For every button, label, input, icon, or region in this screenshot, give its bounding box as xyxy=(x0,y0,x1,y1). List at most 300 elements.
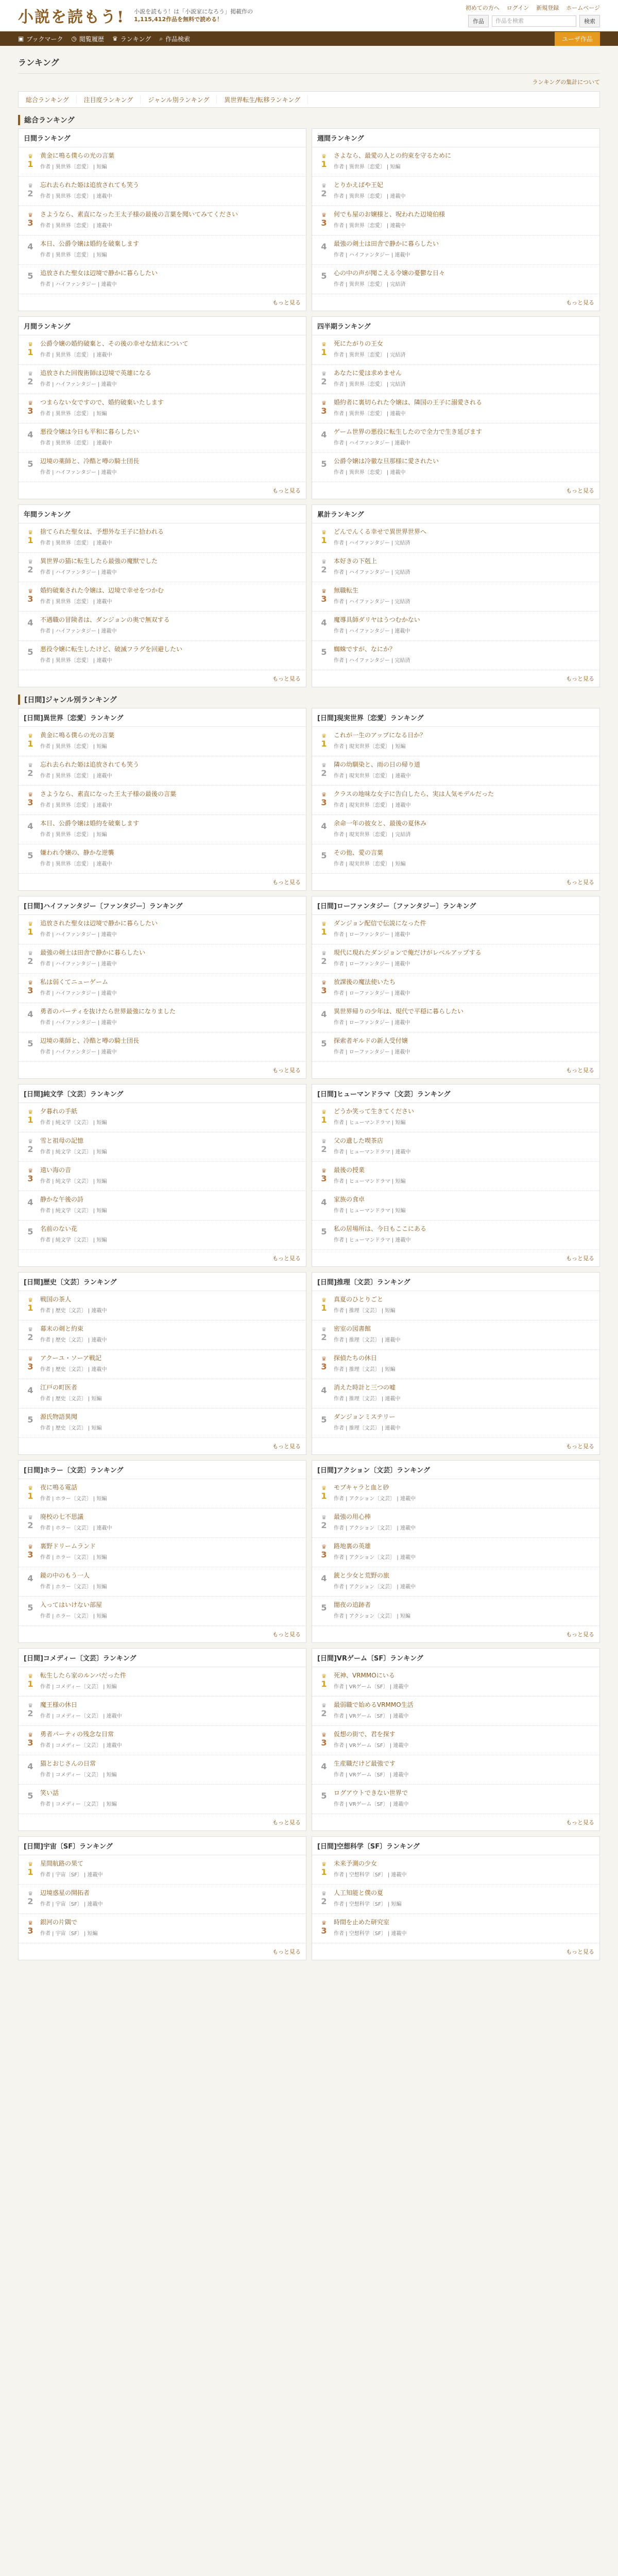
ranking-item xyxy=(312,1291,599,1320)
rank-value: 4 xyxy=(321,1385,327,1395)
work-title-link[interactable]: 鏡の中のもう一人 xyxy=(40,1572,90,1579)
work-title-link[interactable]: 遠い海の音 xyxy=(40,1166,72,1174)
work-title-link[interactable]: さよなら、最愛の人との約束を守るために xyxy=(334,152,452,159)
work-title-link[interactable]: 放課後の魔法使いたち xyxy=(334,978,396,986)
work-title-link[interactable]: 戦国の茶人 xyxy=(40,1296,72,1303)
work-title-link[interactable]: 異世界の猫に転生したら最強の魔獣でした xyxy=(40,557,158,565)
ranking-box-title: [日間]純文学〔文芸〕ランキング xyxy=(19,1084,306,1103)
link-home[interactable]: ホームページ xyxy=(566,5,600,11)
rank-value: 3 xyxy=(321,1362,327,1371)
rank-value: 1 xyxy=(321,159,327,169)
work-title-link[interactable]: 父の遺した喫茶店 xyxy=(334,1137,384,1144)
crown-icon: ♛ xyxy=(28,1138,33,1145)
rank-number xyxy=(317,210,331,231)
ranking-item-body xyxy=(37,369,301,389)
crown-icon: ♛ xyxy=(321,341,327,348)
work-title-link[interactable]: 捨てられた聖女は、予想外な王子に拾われる xyxy=(40,528,164,535)
user-works-button[interactable]: ユーザ作品 xyxy=(555,32,600,46)
work-title-link[interactable]: 公爵令嬢は冷徹な旦那様に愛されたい xyxy=(334,457,439,465)
work-meta: 作者 | VRゲーム〔SF〕 | 連載中 xyxy=(334,1743,409,1749)
ranking-item-body xyxy=(37,1730,301,1751)
work-title-link[interactable]: 銃と少女と荒野の旅 xyxy=(334,1572,390,1579)
work-title-link[interactable]: 婚約者に裏切られた令嬢は、隣国の王子に溺愛される xyxy=(334,399,483,406)
work-title-link[interactable]: これが一生のアップになる日か？ xyxy=(334,732,426,739)
work-title-link[interactable]: 忘れ去られた姫は追放されても笑う xyxy=(40,181,140,189)
work-title-link[interactable]: クラスの地味な女子に告白したら、実は人気モデルだった xyxy=(334,790,494,798)
crown-icon: ♛ xyxy=(321,1544,327,1550)
rank-value: 5 xyxy=(27,459,33,469)
work-title-link[interactable]: 名前のない花 xyxy=(40,1225,78,1232)
ranking-item xyxy=(312,335,599,365)
ranking-item xyxy=(312,1538,599,1567)
rank-value: 2 xyxy=(321,189,327,198)
work-title-link[interactable]: 本日、公爵令嬢は婚約を破棄します xyxy=(40,240,140,247)
rank-number xyxy=(24,1007,37,1028)
work-title-link[interactable]: さようなら、素直になった王太子様の最後の言葉を聞いてみてください xyxy=(40,211,238,218)
work-meta: 作者 | 異世界〔恋愛〕 | 連載中 xyxy=(334,411,406,417)
rank-value: 4 xyxy=(27,430,33,439)
rank-value: 1 xyxy=(27,1303,33,1313)
rank-value: 1 xyxy=(27,1115,33,1125)
work-title-link[interactable]: 悪役令嬢は今日も平和に暮らしたい xyxy=(40,428,140,435)
work-title-link[interactable]: モブキャラと血と砂 xyxy=(334,1484,389,1491)
rank-number xyxy=(24,457,37,478)
work-title-link[interactable]: 私の居場所は、今日もここにある xyxy=(334,1225,427,1232)
site-header xyxy=(0,0,618,31)
rank-value: 5 xyxy=(321,647,327,657)
work-title-link[interactable]: 探偵たちの休日 xyxy=(334,1354,377,1362)
work-meta: 作者 | 異世界〔恋愛〕 | 完結済 xyxy=(334,282,406,287)
work-meta: 作者 | 異世界〔恋愛〕 | 短編 xyxy=(40,744,107,750)
work-title-link[interactable]: 何でも屋のお嬢様と、呪われた辺境伯様 xyxy=(334,211,445,218)
search-type-select[interactable]: 作品 xyxy=(468,15,489,27)
work-title-link[interactable]: 魔王様の休日 xyxy=(40,1701,78,1708)
crown-icon: ♛ xyxy=(28,1355,33,1362)
rank-number xyxy=(24,1859,37,1880)
work-title-link[interactable]: つまらない女ですので、婚約破棄いたします xyxy=(40,399,164,406)
work-title-link[interactable]: 最後の授業 xyxy=(334,1166,365,1174)
work-title-link[interactable]: 余命一年の彼女と、最後の夏休み xyxy=(334,820,427,827)
crown-icon: ♛ xyxy=(321,1297,327,1303)
ranking-item-body xyxy=(37,528,301,548)
rank-value: 2 xyxy=(321,1896,327,1906)
work-title-link[interactable]: 路地裏の英雄 xyxy=(334,1543,371,1550)
rank-value: 2 xyxy=(321,565,327,574)
rank-value: 1 xyxy=(27,159,33,169)
nav-bookmark-label: ブックマーク xyxy=(26,35,63,43)
ranking-item xyxy=(19,394,306,423)
work-meta: 作者 | アクション〔文芸〕 | 連載中 xyxy=(334,1555,416,1561)
ranking-item-body xyxy=(331,1037,594,1057)
tab-attention[interactable]: 注目度ランキング xyxy=(77,95,141,104)
crown-icon: ♛ xyxy=(321,400,327,406)
more-link[interactable]: もっと見る xyxy=(566,1067,594,1074)
work-meta: 作者 | 純文学〔文芸〕 | 短編 xyxy=(40,1149,107,1155)
crown-icon: ♛ xyxy=(321,1109,327,1115)
work-title-link[interactable]: 死神、VRMMOにいる xyxy=(334,1672,395,1679)
tab-overall[interactable]: 総合ランキング xyxy=(19,95,77,104)
ranking-box xyxy=(312,316,600,499)
nav-ranking[interactable] xyxy=(112,35,159,43)
rank-value: 1 xyxy=(321,1491,327,1501)
rank-value: 5 xyxy=(321,1039,327,1048)
ranking-box-title: 週間ランキング xyxy=(312,129,599,147)
work-title-link[interactable]: 最強の剣士は田舎で静かに暮らしたい xyxy=(40,949,146,956)
rank-number xyxy=(24,1789,37,1809)
rank-value: 2 xyxy=(321,1144,327,1154)
more-link[interactable]: もっと見る xyxy=(566,879,594,886)
work-title-link[interactable]: 入ってはいけない部屋 xyxy=(40,1601,102,1608)
rank-value: 1 xyxy=(321,1867,327,1877)
ranking-item xyxy=(312,1914,599,1943)
ranking-item-body xyxy=(331,978,594,998)
link-guide[interactable]: 初めての方へ xyxy=(465,5,500,11)
rank-value: 3 xyxy=(27,1550,33,1560)
crown-icon: ♛ xyxy=(28,1890,33,1897)
work-title-link[interactable]: 本日、公爵令嬢は婚約を破棄します xyxy=(40,820,140,827)
tab-isekai[interactable]: 異世界転生/転移ランキング xyxy=(217,95,308,104)
rank-value: 2 xyxy=(27,956,33,966)
work-title-link[interactable]: さようなら、素直になった王太子様の最後の言葉 xyxy=(40,790,177,798)
work-title-link[interactable]: 公爵令嬢の婚約破棄と、その後の幸せな結末について xyxy=(40,340,188,347)
ranking-item-body xyxy=(37,1354,301,1375)
work-title-link[interactable]: 笑い話 xyxy=(40,1789,59,1797)
work-meta: 作者 | ホラー〔文芸〕 | 連載中 xyxy=(40,1526,112,1531)
crown-icon: ♛ xyxy=(321,979,327,986)
link-login[interactable]: ログイン xyxy=(506,5,529,11)
crown-icon: ♛ xyxy=(321,1514,327,1521)
rank-number xyxy=(317,240,331,260)
rank-value: 2 xyxy=(27,1144,33,1154)
rank-value: 3 xyxy=(27,1362,33,1371)
work-title-link[interactable]: 夕暮れの手紙 xyxy=(40,1108,78,1115)
rank-number xyxy=(317,528,331,548)
rank-number xyxy=(24,398,37,419)
work-title-link[interactable]: 猫とおじさんの日常 xyxy=(40,1760,96,1767)
ranking-item-body xyxy=(331,919,594,940)
ranking-item-body xyxy=(331,1571,594,1592)
more-link[interactable]: もっと見る xyxy=(272,1948,301,1955)
rank-number xyxy=(24,1037,37,1057)
more-link[interactable]: もっと見る xyxy=(566,1819,594,1826)
ranking-item xyxy=(19,206,306,235)
tab-genre[interactable]: ジャンル別ランキング xyxy=(141,95,217,104)
ranking-item-body xyxy=(331,1225,594,1245)
more-link[interactable]: もっと見る xyxy=(272,1819,301,1826)
ranking-item xyxy=(312,944,599,974)
work-title-link[interactable]: 静かな午後の詩 xyxy=(40,1196,84,1203)
work-title-link[interactable]: 銀河の片隅で xyxy=(40,1919,78,1926)
ranking-item xyxy=(19,335,306,365)
rank-number xyxy=(24,978,37,998)
ranking-item-body xyxy=(37,1383,301,1404)
work-title-link[interactable]: ダンジョン配信で伝説になった件 xyxy=(334,920,426,927)
work-title-link[interactable]: 源氏物語異聞 xyxy=(40,1413,78,1420)
work-title-link[interactable]: 婚約破棄された令嬢は、辺境で幸せをつかむ xyxy=(40,587,164,594)
ranking-box xyxy=(18,504,306,687)
ranking-item xyxy=(312,1132,599,1162)
work-title-link[interactable]: 家族の食卓 xyxy=(334,1196,365,1203)
ranking-item-body xyxy=(37,1166,301,1187)
work-title-link[interactable]: 最強の剣士は田舎で静かに暮らしたい xyxy=(334,240,439,247)
ranking-item-body xyxy=(37,240,301,260)
work-title-link[interactable]: どんでんくる幸せで異世界世界へ xyxy=(334,528,427,535)
rank-number xyxy=(317,1759,331,1780)
work-title-link[interactable]: 辺境の薬師と、冷酷と噂の騎士団長 xyxy=(40,1037,140,1044)
more-link[interactable]: もっと見る xyxy=(272,1631,301,1638)
search-input[interactable]: 作品を検索 xyxy=(492,15,576,27)
ranking-item-body xyxy=(331,457,594,478)
rank-number xyxy=(317,181,331,201)
work-title-link[interactable]: 消えた時計と三つの嘘 xyxy=(334,1384,396,1391)
work-title-link[interactable]: 星間航路の果て xyxy=(40,1860,84,1867)
work-title-link[interactable]: とりかえばや王妃 xyxy=(334,181,384,189)
ranking-item xyxy=(312,1162,599,1191)
work-title-link[interactable]: 真夏のひとりごと xyxy=(334,1296,384,1303)
work-title-link[interactable]: 密室の図書館 xyxy=(334,1325,371,1332)
more-link[interactable]: もっと見る xyxy=(566,487,594,494)
about-ranking-link[interactable]: ランキングの集計について xyxy=(532,79,600,86)
work-title-link[interactable]: 隣の幼馴染と、雨の日の帰り道 xyxy=(334,761,421,768)
work-title-link[interactable]: 黄金に鳴る僕らの光の言葉 xyxy=(40,732,115,739)
more-link[interactable]: もっと見る xyxy=(566,675,594,682)
rank-value: 3 xyxy=(27,218,33,228)
more-link[interactable]: もっと見る xyxy=(272,1443,301,1450)
work-meta: 作者 | ローファンタジー | 連載中 xyxy=(334,991,410,996)
rank-value: 4 xyxy=(321,1197,327,1207)
rank-number xyxy=(317,1195,331,1216)
rank-value: 4 xyxy=(27,1385,33,1395)
ranking-sections xyxy=(18,115,600,1960)
ranking-item xyxy=(19,177,306,206)
rank-value: 2 xyxy=(321,1708,327,1718)
rank-number xyxy=(317,849,331,869)
work-title-link[interactable]: ログアウトできない世界で xyxy=(334,1789,408,1797)
work-title-link[interactable]: 仮想の街で、君を探す xyxy=(334,1731,396,1738)
rank-value: 1 xyxy=(27,535,33,545)
work-title-link[interactable]: 未来予測の少女 xyxy=(334,1860,377,1867)
work-title-link[interactable]: あなたに愛は求めません xyxy=(334,369,402,377)
crown-icon: ♛ xyxy=(321,529,327,536)
nav-ranking-label: ランキング xyxy=(120,35,151,43)
work-meta: 作者 | 宇宙〔SF〕 | 連載中 xyxy=(40,1902,103,1907)
rank-number xyxy=(24,1383,37,1404)
work-title-link[interactable]: どうか笑って生きてください xyxy=(334,1108,415,1115)
work-meta: 作者 | ハイファンタジー | 連載中 xyxy=(40,282,117,287)
ranking-item xyxy=(19,1132,306,1162)
ranking-box-title: [日間]現実世界〔恋愛〕ランキング xyxy=(312,708,599,727)
ranking-item-body xyxy=(331,240,594,260)
work-meta: 作者 | ヒューマンドラマ | 短編 xyxy=(334,1120,406,1126)
work-title-link[interactable]: 現代に現れたダンジョンで俺だけがレベルアップする xyxy=(334,949,482,956)
ranking-item xyxy=(312,786,599,815)
rank-number xyxy=(24,428,37,448)
work-title-link[interactable]: その他、愛の言葉 xyxy=(334,849,384,856)
work-meta: 作者 | 異世界〔恋愛〕 | 連載中 xyxy=(40,773,112,779)
ranking-item xyxy=(19,523,306,553)
work-title-link[interactable]: ダンジョンミステリー xyxy=(334,1413,396,1420)
rank-number xyxy=(317,1701,331,1721)
search-button[interactable]: 検索 xyxy=(579,15,600,27)
ranking-item-body xyxy=(37,1889,301,1909)
work-title-link[interactable]: 辺境惑星の開拓者 xyxy=(40,1889,90,1896)
work-meta: 作者 | ホラー〔文芸〕 | 短編 xyxy=(40,1614,107,1619)
work-title-link[interactable]: 転生したら家のルンバだった件 xyxy=(40,1672,126,1679)
work-title-link[interactable]: 廃校の七不思議 xyxy=(40,1513,84,1520)
work-meta: 作者 | 異世界〔恋愛〕 | 連載中 xyxy=(40,540,112,546)
work-title-link[interactable]: 蜘蛛ですが、なにか？ xyxy=(334,646,396,653)
work-meta: 作者 | ローファンタジー | 連載中 xyxy=(334,932,410,938)
rank-number xyxy=(317,948,331,969)
nav-bookmark[interactable] xyxy=(18,35,72,43)
work-meta: 作者 | ハイファンタジー | 連載中 xyxy=(40,570,117,575)
nav-search[interactable] xyxy=(159,35,198,43)
rank-value: 3 xyxy=(27,594,33,604)
ranking-item-body xyxy=(37,1542,301,1563)
more-link[interactable]: もっと見る xyxy=(272,879,301,886)
ranking-item xyxy=(312,1479,599,1509)
work-meta: 作者 | ローファンタジー | 連載中 xyxy=(334,961,410,967)
more-link[interactable]: もっと見る xyxy=(566,1255,594,1262)
rank-value: 3 xyxy=(321,594,327,604)
work-title-link[interactable]: 追放された聖女は辺境で静かに暮らしたい xyxy=(40,920,158,927)
rank-value: 4 xyxy=(321,821,327,831)
work-title-link[interactable]: 追放された聖女は辺境で静かに暮らしたい xyxy=(40,269,158,277)
rank-value: 4 xyxy=(321,1761,327,1771)
more-link[interactable]: もっと見る xyxy=(272,675,301,682)
work-title-link[interactable]: ゲーム世界の悪役に転生したので全力で生き延びます xyxy=(334,428,483,435)
ranking-grid xyxy=(18,708,600,1960)
work-title-link[interactable]: 勇者のパーティを抜けたら世界最強になりました xyxy=(40,1008,176,1015)
rank-number xyxy=(24,948,37,969)
nav-history-label: 閲覧履歴 xyxy=(79,35,105,43)
ranking-item-body xyxy=(37,398,301,419)
work-title-link[interactable]: 裏野ドリームランド xyxy=(40,1543,96,1550)
ranking-box xyxy=(312,1272,600,1455)
work-meta: 作者 | コメディー〔文芸〕 | 短編 xyxy=(40,1802,117,1807)
work-title-link[interactable]: 無職転生 xyxy=(334,587,359,594)
work-meta: 作者 | ハイファンタジー | 連載中 xyxy=(40,932,117,938)
rank-number xyxy=(24,1918,37,1939)
ranking-item xyxy=(312,756,599,786)
work-title-link[interactable]: 死にたがりの王女 xyxy=(334,340,384,347)
rank-number xyxy=(317,269,331,290)
rank-number xyxy=(24,210,37,231)
ranking-item xyxy=(312,1032,599,1062)
work-title-link[interactable]: 心の中の声が聞こえる令嬢の憂鬱な日々 xyxy=(334,269,445,277)
work-title-link[interactable]: 雪と祖母の記憶 xyxy=(40,1137,84,1144)
ranking-item-body xyxy=(37,1571,301,1592)
more-link[interactable]: もっと見る xyxy=(272,487,301,494)
ranking-item xyxy=(19,423,306,453)
rank-value: 5 xyxy=(27,851,33,860)
work-meta: 作者 | ハイファンタジー | 連載中 xyxy=(40,961,117,967)
work-title-link[interactable]: 忘れ去られた姫は追放されても笑う xyxy=(40,761,140,768)
work-title-link[interactable]: 探索者ギルドの新人受付嬢 xyxy=(334,1037,408,1044)
rank-number xyxy=(24,1759,37,1780)
work-meta: 作者 | 異世界〔恋愛〕 | 連載中 xyxy=(40,803,112,808)
work-meta: 作者 | 推理〔文芸〕 | 短編 xyxy=(334,1308,396,1314)
work-title-link[interactable]: 私は弱くてニューゲーム xyxy=(40,978,109,986)
more-link[interactable]: もっと見る xyxy=(566,299,594,306)
ranking-tabs xyxy=(18,91,600,108)
work-meta: 作者 | VRゲーム〔SF〕 | 連載中 xyxy=(334,1714,409,1719)
work-title-link[interactable]: 黄金に鳴る僕らの光の言葉 xyxy=(40,152,115,159)
rank-number xyxy=(317,760,331,781)
work-title-link[interactable]: 追放された回復術師は辺境で英雄になる xyxy=(40,369,152,377)
section-heading: [日間]ジャンル別ランキング xyxy=(18,694,600,705)
ranking-item-body xyxy=(37,1037,301,1057)
work-title-link[interactable]: 最弱職で始めるVRMMO生活 xyxy=(334,1701,414,1708)
work-title-link[interactable]: 勇者パーティの残念な日常 xyxy=(40,1731,114,1738)
work-meta: 作者 | 純文学〔文芸〕 | 短編 xyxy=(40,1208,107,1214)
ranking-box xyxy=(18,1084,306,1267)
ranking-box-title: [日間]VRゲーム〔SF〕ランキング xyxy=(312,1649,599,1667)
work-title-link[interactable]: 不遇職の冒険者は、ダンジョンの奥で無双する xyxy=(40,616,170,623)
ranking-item xyxy=(312,727,599,756)
rank-number xyxy=(24,616,37,636)
work-title-link[interactable]: 嫌われ令嬢の、静かな逆襲 xyxy=(40,849,114,856)
more-link[interactable]: もっと見る xyxy=(272,1255,301,1262)
work-title-link[interactable]: 魔導具師ダリヤはうつむかない xyxy=(334,616,420,623)
work-meta: 作者 | ハイファンタジー | 連載中 xyxy=(334,440,410,446)
ranking-item xyxy=(312,365,599,394)
work-title-link[interactable]: 人工知能と僕の夏 xyxy=(334,1889,384,1896)
rank-number xyxy=(317,340,331,360)
crown-icon: ♛ xyxy=(321,1673,327,1680)
work-meta: 作者 | 現実世界〔恋愛〕 | 短編 xyxy=(334,861,406,867)
rank-value: 4 xyxy=(27,1197,33,1207)
rank-number xyxy=(24,731,37,752)
work-meta: 作者 | ローファンタジー | 連載中 xyxy=(334,1020,410,1026)
work-title-link[interactable]: 異世界帰りの少年は、現代で平穏に暮らしたい xyxy=(334,1008,464,1015)
link-register[interactable]: 新規登録 xyxy=(536,5,559,11)
site-logo[interactable]: 小説を読もう! xyxy=(18,8,125,26)
work-title-link[interactable]: 時間を止めた研究室 xyxy=(334,1919,390,1926)
work-title-link[interactable]: 闇夜の追跡者 xyxy=(334,1601,371,1608)
work-title-link[interactable]: 生産職だけど最強です xyxy=(334,1760,396,1767)
more-link[interactable]: もっと見る xyxy=(566,1948,594,1955)
work-title-link[interactable]: 江戸の町医者 xyxy=(40,1384,78,1391)
work-title-link[interactable]: 本好きの下剋上 xyxy=(334,557,377,565)
rank-value: 4 xyxy=(321,430,327,439)
work-meta: 作者 | 異世界〔恋愛〕 | 連載中 xyxy=(40,440,112,446)
ranking-item-body xyxy=(37,1137,301,1157)
nav-history[interactable] xyxy=(72,35,113,43)
more-link[interactable]: もっと見る xyxy=(272,1067,301,1074)
rank-value: 4 xyxy=(27,821,33,831)
work-title-link[interactable]: 夜に鳴る電話 xyxy=(40,1484,78,1491)
rank-number xyxy=(317,1137,331,1157)
work-title-link[interactable]: 幕末の剣と約束 xyxy=(40,1325,84,1332)
work-title-link[interactable]: アクーユ・ソーア戦記 xyxy=(40,1354,102,1362)
more-link[interactable]: もっと見る xyxy=(272,299,301,306)
ranking-box-title: [日間]異世界〔恋愛〕ランキング xyxy=(19,708,306,727)
ranking-item-body xyxy=(331,586,594,607)
ranking-item-body xyxy=(331,616,594,636)
rank-value: 2 xyxy=(321,377,327,386)
work-title-link[interactable]: 悪役令嬢に転生したけど、破滅フラグを回避したい xyxy=(40,646,183,653)
ranking-item xyxy=(19,265,306,294)
ranking-item-body xyxy=(331,1107,594,1128)
more-link[interactable]: もっと見る xyxy=(566,1631,594,1638)
ranking-item-body xyxy=(37,849,301,869)
work-title-link[interactable]: 最強の用心棒 xyxy=(334,1513,371,1520)
more-link[interactable]: もっと見る xyxy=(566,1443,594,1450)
rank-value: 1 xyxy=(27,347,33,357)
work-meta: 作者 | ハイファンタジー | 連載中 xyxy=(40,470,117,476)
work-title-link[interactable]: 辺境の薬師と、冷酷と噂の騎士団長 xyxy=(40,457,140,465)
